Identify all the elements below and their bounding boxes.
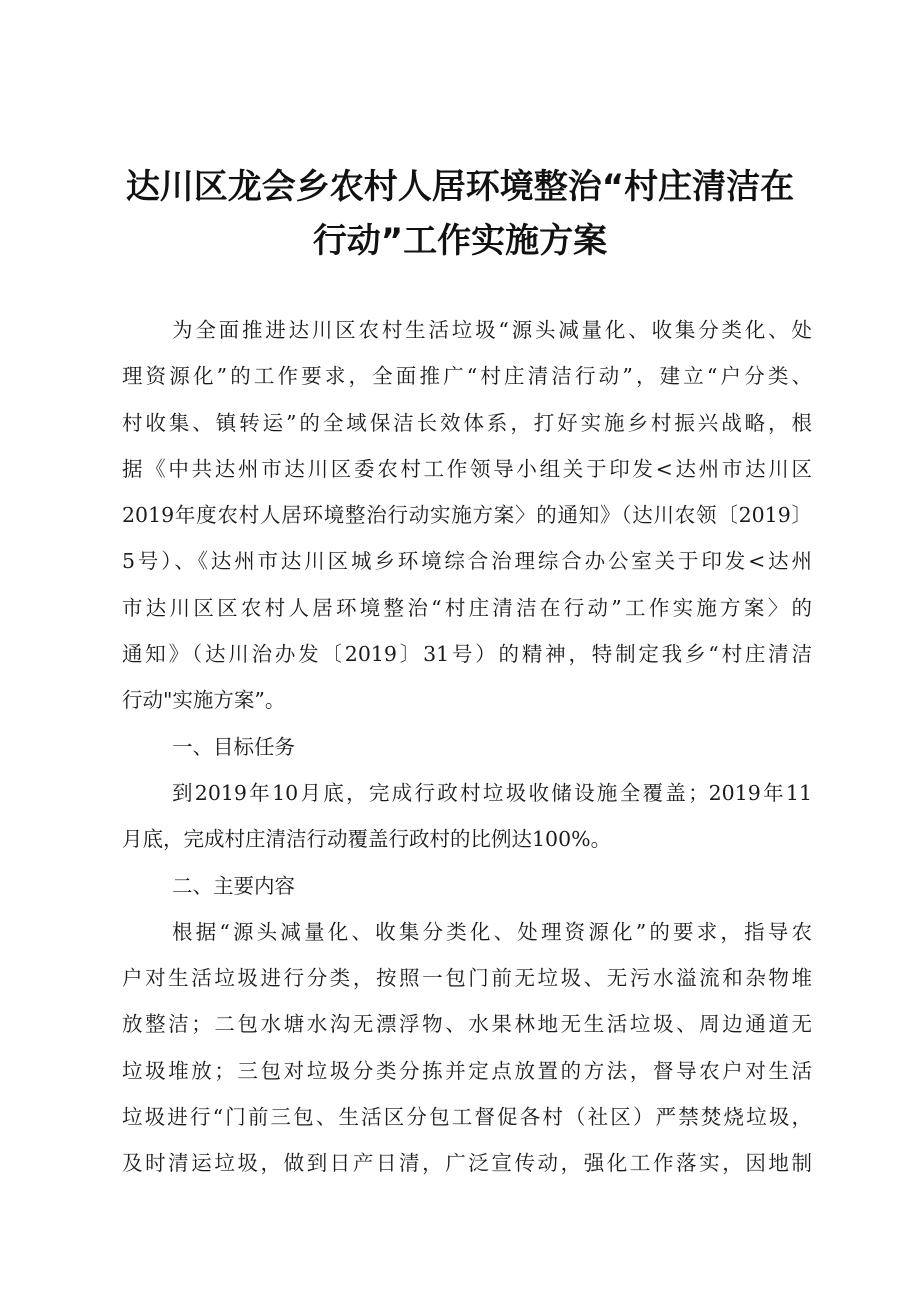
title-line-2: 行动”工作实施方案 xyxy=(312,221,608,261)
title-line-1: 达川区龙会乡农村人居环境整治“村庄清洁在 xyxy=(125,167,795,207)
paragraph-line: 2019年度农村人居环境整治行动实施方案〉的通知》（达川农领〔2019〕 xyxy=(122,503,812,528)
paragraph-line: 据《中共达州市达川区委农村工作领导小组关于印发<达州市达川区 xyxy=(122,456,812,481)
paragraph-line: 放整洁；二包水塘水沟无漂浮物、水果林地无生活垃圾、周边通道无 xyxy=(122,1012,812,1037)
paragraph-line: 5号）、《达州市达川区城乡环境综合治理综合办公室关于印发<达州 xyxy=(122,549,812,574)
paragraph-line: 月底，完成村庄清洁行动覆盖行政村的比例达100%。 xyxy=(122,827,612,852)
paragraph-line: 通知》（达川治办发〔2019〕31号）的精神，特制定我乡“村庄清洁 xyxy=(122,642,812,667)
paragraph-line: 户对生活垃圾进行分类，按照一包门前无垃圾、无污水溢流和杂物堆 xyxy=(122,966,812,991)
paragraph-line: 根据“源头减量化、收集分类化、处理资源化”的要求，指导农 xyxy=(172,919,812,944)
document-body xyxy=(122,307,812,1187)
section-heading-1: 一、目标任务 xyxy=(172,734,295,759)
paragraph-line: 市达川区区农村人居环境整治“村庄清洁在行动”工作实施方案〉的 xyxy=(122,595,812,620)
paragraph-line: 及时清运垃圾，做到日产日清，广泛宣传动，强化工作落实，因地制 xyxy=(122,1151,812,1176)
paragraph-line: 行动"实施方案”。 xyxy=(122,688,286,713)
section-heading-2: 二、主要内容 xyxy=(172,873,295,898)
document-title xyxy=(100,160,820,268)
paragraph-line: 为全面推进达川区农村生活垃圾“源头减量化、收集分类化、处 xyxy=(172,318,812,342)
paragraph-line: 垃圾堆放；三包对垃圾分类分拣并定点放置的方法，督导农户对生活 xyxy=(122,1058,812,1083)
paragraph-line: 理资源化”的工作要求，全面推广“村庄清洁行动”，建立“户分类、 xyxy=(122,364,812,389)
paragraph-line: 到2019年10月底，完成行政村垃圾收储设施全覆盖；2019年11 xyxy=(172,780,812,805)
paragraph-line: 垃圾进行“门前三包、生活区分包工督促各村（社区）严禁焚烧垃圾， xyxy=(122,1105,812,1130)
paragraph-line: 村收集、镇转运”的全域保洁长效体系，打好实施乡村振兴战略，根 xyxy=(122,410,812,435)
